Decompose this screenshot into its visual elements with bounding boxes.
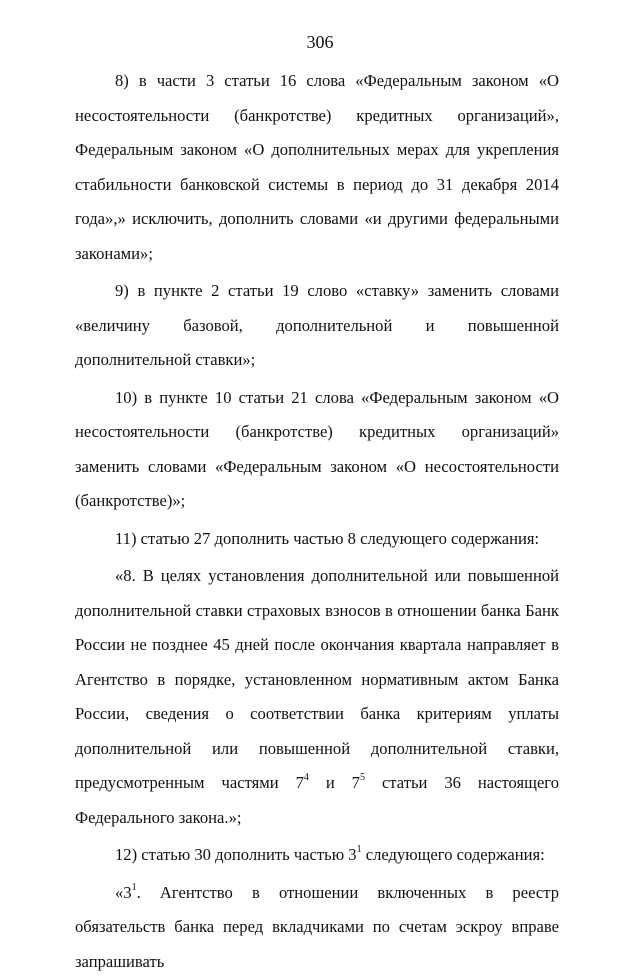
paragraph-8: 8) в части 3 статьи 16 слова «Федеральным законом «О несостоятельности (банкротстве) кредитных организаций», Федеральным законом «О дополнительных мерах для укрепления стабильности банковской системы в период до 31 декабря 2014 года»,» исключить, дополнить словами «и другими федеральными законами»; bbox=[75, 64, 559, 271]
p12-quote-part-1: «3 bbox=[115, 883, 132, 902]
p12-text-part-2: следующего содержания: bbox=[362, 845, 545, 864]
p12-text-part-1: 12) статью 30 дополнить частью 3 bbox=[115, 845, 357, 864]
superscript-5: 5 bbox=[360, 772, 365, 783]
document-body bbox=[75, 64, 559, 979]
paragraph-11-quote bbox=[75, 559, 559, 835]
paragraph-11: 11) статью 27 дополнить частью 8 следующего содержания: bbox=[75, 522, 559, 557]
paragraph-12 bbox=[75, 838, 559, 873]
page-number: 306 bbox=[0, 32, 640, 53]
p12-quote-part-2: . Агентство в отношении включенных в реестр обязательств банка перед вкладчиками по счетам эскроу вправе запрашивать bbox=[75, 883, 559, 971]
paragraph-9: 9) в пункте 2 статьи 19 слово «ставку» заменить словами «величину базовой, дополнительной и повышенной дополнительной ставки»; bbox=[75, 274, 559, 378]
superscript-1: 1 bbox=[357, 844, 362, 855]
paragraph-10: 10) в пункте 10 статьи 21 слова «Федеральным законом «О несостоятельности (банкротстве) кредитных организаций» заменить словами «Федеральным законом «О несостоятельности (банкротстве)»; bbox=[75, 381, 559, 519]
quote-text-part-3: статьи 36 настоящего Федерального закона.»; bbox=[75, 773, 559, 827]
superscript-4: 4 bbox=[304, 772, 309, 783]
quote-text-part-1: «8. В целях установления дополнительной или повышенной дополнительной ставки страховых взносов в отношении банка Банк России не позднее 45 дней после окончания квартала направляет в Агентство в порядке, установленном нормативным актом Банка России, сведения о соответствии банка критериям уплаты дополнительной или повышенной дополнительной ставки, предусмотренным частями 7 bbox=[75, 566, 559, 792]
quote-text-part-2: и 7 bbox=[309, 773, 360, 792]
paragraph-12-quote bbox=[75, 876, 559, 979]
superscript-1-quote: 1 bbox=[132, 882, 137, 893]
